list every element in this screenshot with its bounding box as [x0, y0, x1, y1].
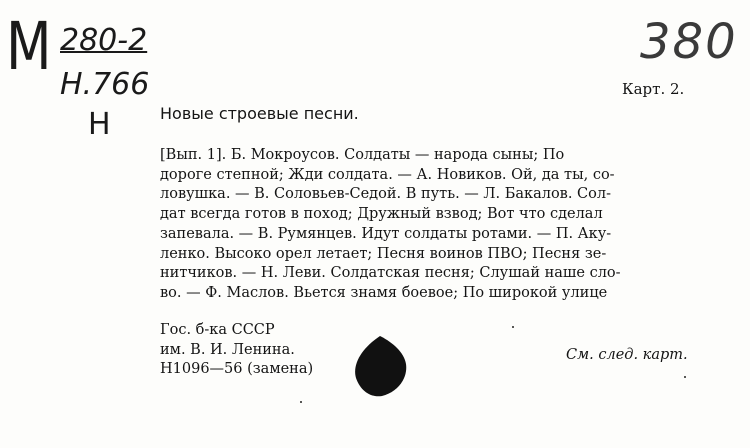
shelfmark-top: 280-2 — [60, 23, 148, 58]
body-line: во. — Ф. Маслов. Вьется знамя боевое; По широкой улице — [160, 284, 608, 301]
body-line: [Вып. 1]. Б. Мокроусов. Солдаты — народа сыны; По — [160, 147, 565, 163]
see-next-card: См. след. карт. — [566, 347, 688, 363]
corner-number: 380 — [640, 14, 738, 70]
handwritten-letter: M — [6, 8, 50, 85]
stamp-line: Гос. б-ка СССР — [160, 322, 275, 338]
speck — [512, 326, 514, 328]
card-label: Карт. 2. — [622, 80, 685, 98]
body-line: дороге степной; Жди солдата. — А. Новиков. Ой, да ты, со- — [160, 166, 615, 183]
stamp-line: Н1096—56 (замена) — [160, 361, 314, 378]
shelfmark-extra: H — [88, 107, 111, 142]
speck — [300, 401, 302, 403]
card-body — [160, 146, 695, 304]
body-line: запевала. — В. Румянцев. Идут солдаты ротами. — П. Аку- — [160, 225, 612, 242]
body-line: нитчиков. — Н. Леви. Солдатская песня; Слушай наше сло- — [160, 265, 621, 282]
stamp-line: им. В. И. Ленина. — [160, 341, 295, 358]
body-line: ленко. Высоко орел летает; Песня воинов ПВО; Песня зе- — [160, 245, 607, 262]
body-line: ловушка. — В. Соловьев-Седой. В путь. — Л. Бакалов. Сол- — [160, 186, 611, 203]
card-title: Новые строевые песни. — [160, 104, 359, 123]
speck — [684, 376, 686, 378]
body-line: дат всегда готов в поход; Дружный взвод; Вот что сделал — [160, 206, 603, 223]
shelfmark-bottom: H.766 — [60, 67, 150, 102]
library-stamp — [160, 321, 313, 380]
ink-blot — [352, 334, 408, 398]
